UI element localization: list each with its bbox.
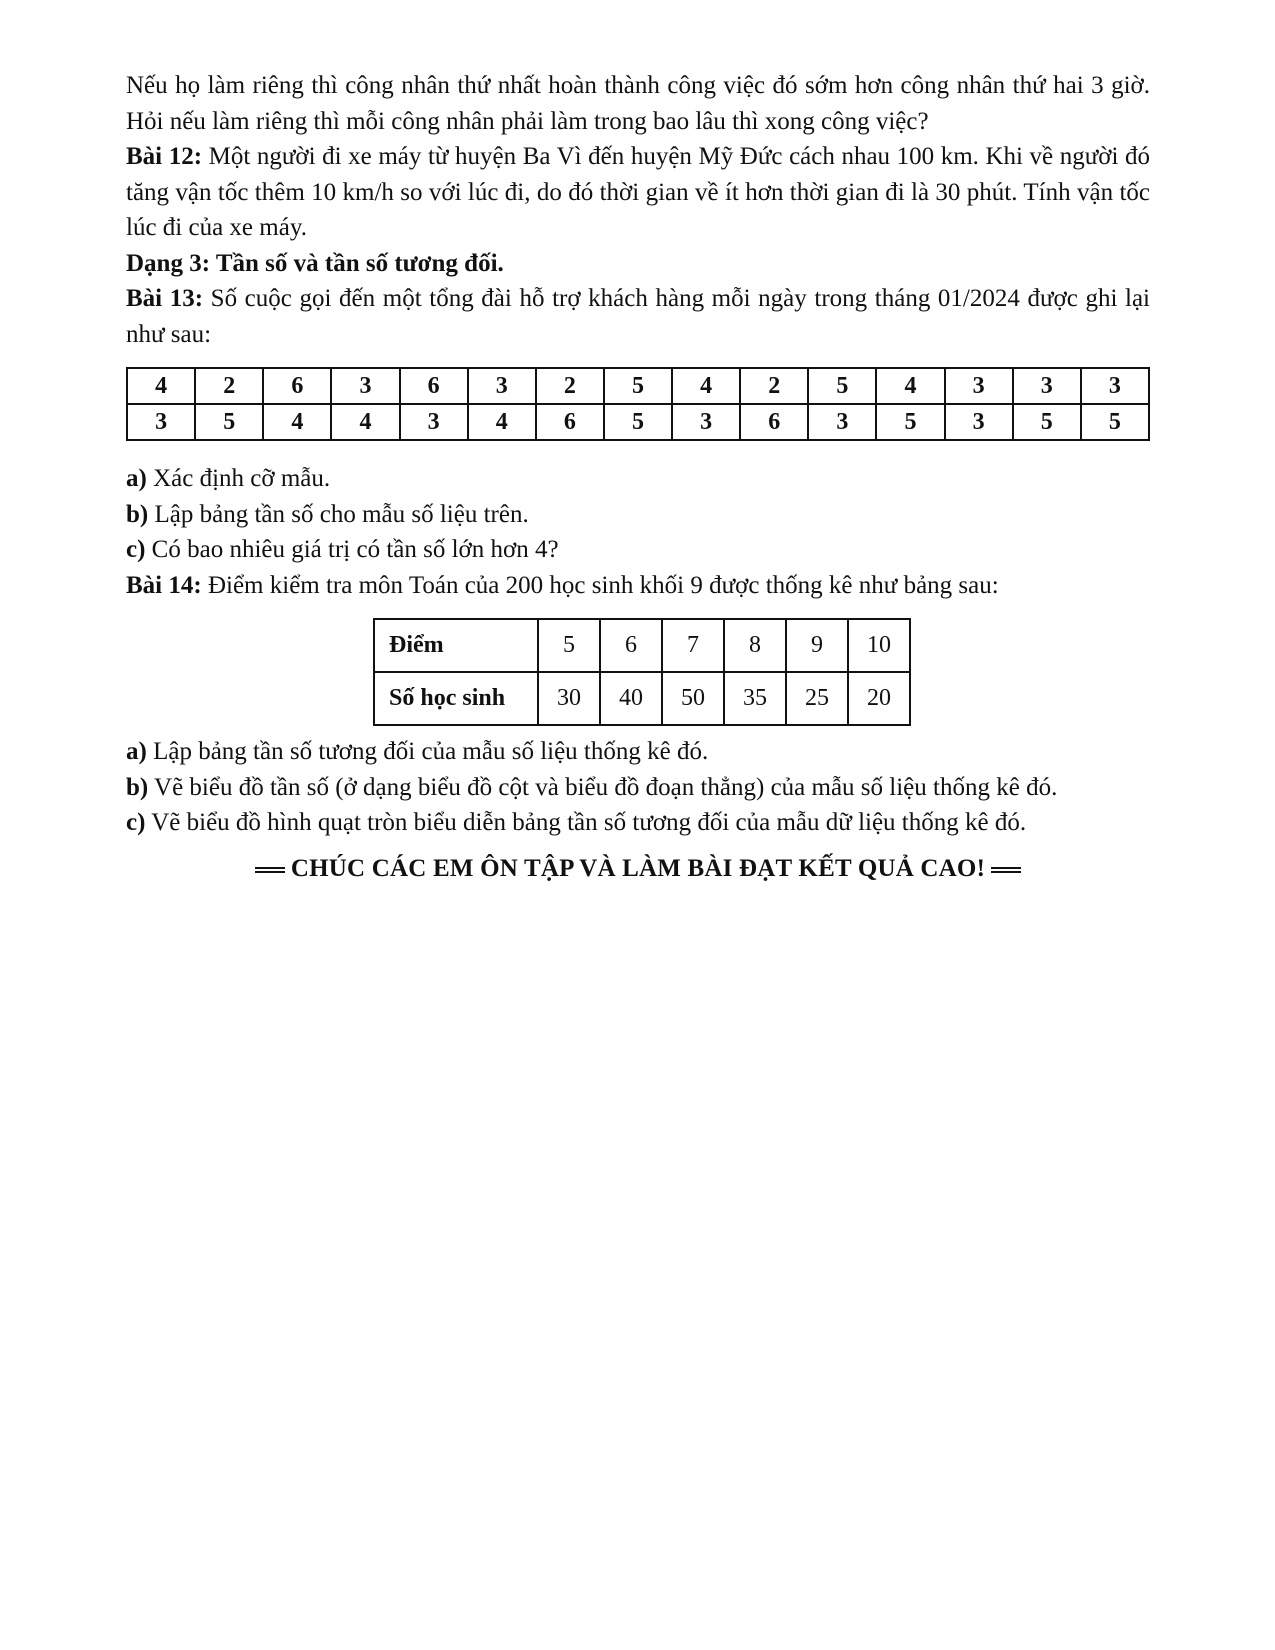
table-cell: 5 xyxy=(195,404,263,440)
table-cell: 4 xyxy=(331,404,399,440)
closing-message xyxy=(126,851,1150,887)
bai14-question-c xyxy=(126,805,1150,841)
question-text: Lập bảng tần số tương đối của mẫu số liệu thống kê đó. xyxy=(146,738,709,765)
bai12-text: Một người đi xe máy từ huyện Ba Vì đến huyện Mỹ Đức cách nhau 100 km. Khi về người đó tăng vận tốc thêm 10 km/h so với lúc đi, do đó thời gian về ít hơn thời gian đi là 30 phút. Tính vận tốc lúc đi của xe máy. xyxy=(126,143,1150,241)
table-cell: 3 xyxy=(1013,368,1081,404)
table-header-cell: Điểm xyxy=(374,619,538,672)
dang3-heading xyxy=(126,246,1150,282)
question-text: Vẽ biểu đồ tần số (ở dạng biểu đồ cột và biểu đồ đoạn thẳng) của mẫu số liệu thống kê đó. xyxy=(148,773,1058,801)
table-cell: 4 xyxy=(672,368,740,404)
question-label: a) xyxy=(126,738,147,765)
question-label: b) xyxy=(126,773,149,801)
table-cell: 2 xyxy=(195,368,263,404)
bai14-question-a xyxy=(126,734,1150,770)
table-cell: 6 xyxy=(600,619,662,672)
table-cell: 5 xyxy=(808,368,876,404)
table-cell: 2 xyxy=(740,368,808,404)
table-cell: 6 xyxy=(263,368,331,404)
table-cell: 9 xyxy=(786,619,848,672)
table-cell: 3 xyxy=(945,404,1013,440)
table-cell: 2 xyxy=(536,368,604,404)
table-row xyxy=(127,404,1149,440)
table-cell: 4 xyxy=(468,404,536,440)
table-cell: 5 xyxy=(604,404,672,440)
table-cell: 8 xyxy=(724,619,786,672)
double-line-divider xyxy=(991,867,1021,873)
bai14-label: Bài 14: xyxy=(126,571,202,599)
table-cell: 5 xyxy=(604,368,672,404)
table-cell: 4 xyxy=(876,368,944,404)
table-cell: 3 xyxy=(331,368,399,404)
question-label: c) xyxy=(126,809,146,836)
table-row xyxy=(374,672,910,725)
bai13-question-b xyxy=(126,497,1150,533)
table-cell: 3 xyxy=(400,404,468,440)
bai14-paragraph xyxy=(126,568,1150,604)
table-cell: 30 xyxy=(538,672,600,725)
question-label: b) xyxy=(126,500,149,528)
table-cell: 4 xyxy=(263,404,331,440)
bai13-data-table xyxy=(126,367,1150,441)
table-cell: 3 xyxy=(945,368,1013,404)
table-cell: 25 xyxy=(786,672,848,725)
table-row xyxy=(374,619,910,672)
table-cell: 5 xyxy=(876,404,944,440)
table-cell: 3 xyxy=(468,368,536,404)
question-label: c) xyxy=(126,536,146,563)
table-cell: 50 xyxy=(662,672,724,725)
table-cell: 3 xyxy=(808,404,876,440)
table-cell: 20 xyxy=(848,672,910,725)
bai13-question-a xyxy=(126,461,1150,497)
table-cell: 3 xyxy=(1081,368,1149,404)
table-cell: 6 xyxy=(740,404,808,440)
bai14-score-table xyxy=(373,618,911,726)
bai13-question-c xyxy=(126,532,1150,568)
bai13-label: Bài 13: xyxy=(126,285,204,312)
table-cell: 40 xyxy=(600,672,662,725)
question-label: a) xyxy=(126,465,147,492)
table-cell: 5 xyxy=(538,619,600,672)
document-page xyxy=(126,68,1150,886)
table-cell: 5 xyxy=(1013,404,1081,440)
bai14-question-b xyxy=(126,770,1150,806)
table-cell: 3 xyxy=(672,404,740,440)
table-header-cell: Số học sinh xyxy=(374,672,538,725)
table-cell: 35 xyxy=(724,672,786,725)
double-line-divider xyxy=(255,867,285,873)
table-cell: 7 xyxy=(662,619,724,672)
bai13-paragraph xyxy=(126,281,1150,352)
table-cell: 5 xyxy=(1081,404,1149,440)
table-cell: 6 xyxy=(400,368,468,404)
question-text: Lập bảng tần số cho mẫu số liệu trên. xyxy=(148,500,529,528)
table-cell: 6 xyxy=(536,404,604,440)
bai12-label: Bài 12: xyxy=(126,143,203,170)
table-cell: 10 xyxy=(848,619,910,672)
table-cell: 3 xyxy=(127,404,195,440)
closing-text: CHÚC CÁC EM ÔN TẬP VÀ LÀM BÀI ĐẠT KẾT QUẢ CAO! xyxy=(290,854,986,882)
question-text: Xác định cỡ mẫu. xyxy=(146,465,331,492)
table-row xyxy=(127,368,1149,404)
dang3-title: Dạng 3: Tần số và tần số tương đối. xyxy=(126,249,504,277)
table-cell: 4 xyxy=(127,368,195,404)
intro-paragraph: Nếu họ làm riêng thì công nhân thứ nhất hoàn thành công việc đó sớm hơn công nhân thứ hai 3 giờ. Hỏi nếu làm riêng thì mỗi công nhân phải làm trong bao lâu thì xong công việc? xyxy=(126,72,1150,135)
bai13-text: Số cuộc gọi đến một tổng đài hỗ trợ khách hàng mỗi ngày trong tháng 01/2024 được ghi lại như sau: xyxy=(126,285,1150,348)
bai12-paragraph xyxy=(126,139,1150,246)
bai14-text: Điểm kiểm tra môn Toán của 200 học sinh khối 9 được thống kê như bảng sau: xyxy=(201,571,999,599)
question-text: Vẽ biểu đồ hình quạt tròn biểu diễn bảng tần số tương đối của mẫu dữ liệu thống kê đó. xyxy=(145,809,1027,836)
question-text: Có bao nhiêu giá trị có tần số lớn hơn 4? xyxy=(145,536,559,563)
